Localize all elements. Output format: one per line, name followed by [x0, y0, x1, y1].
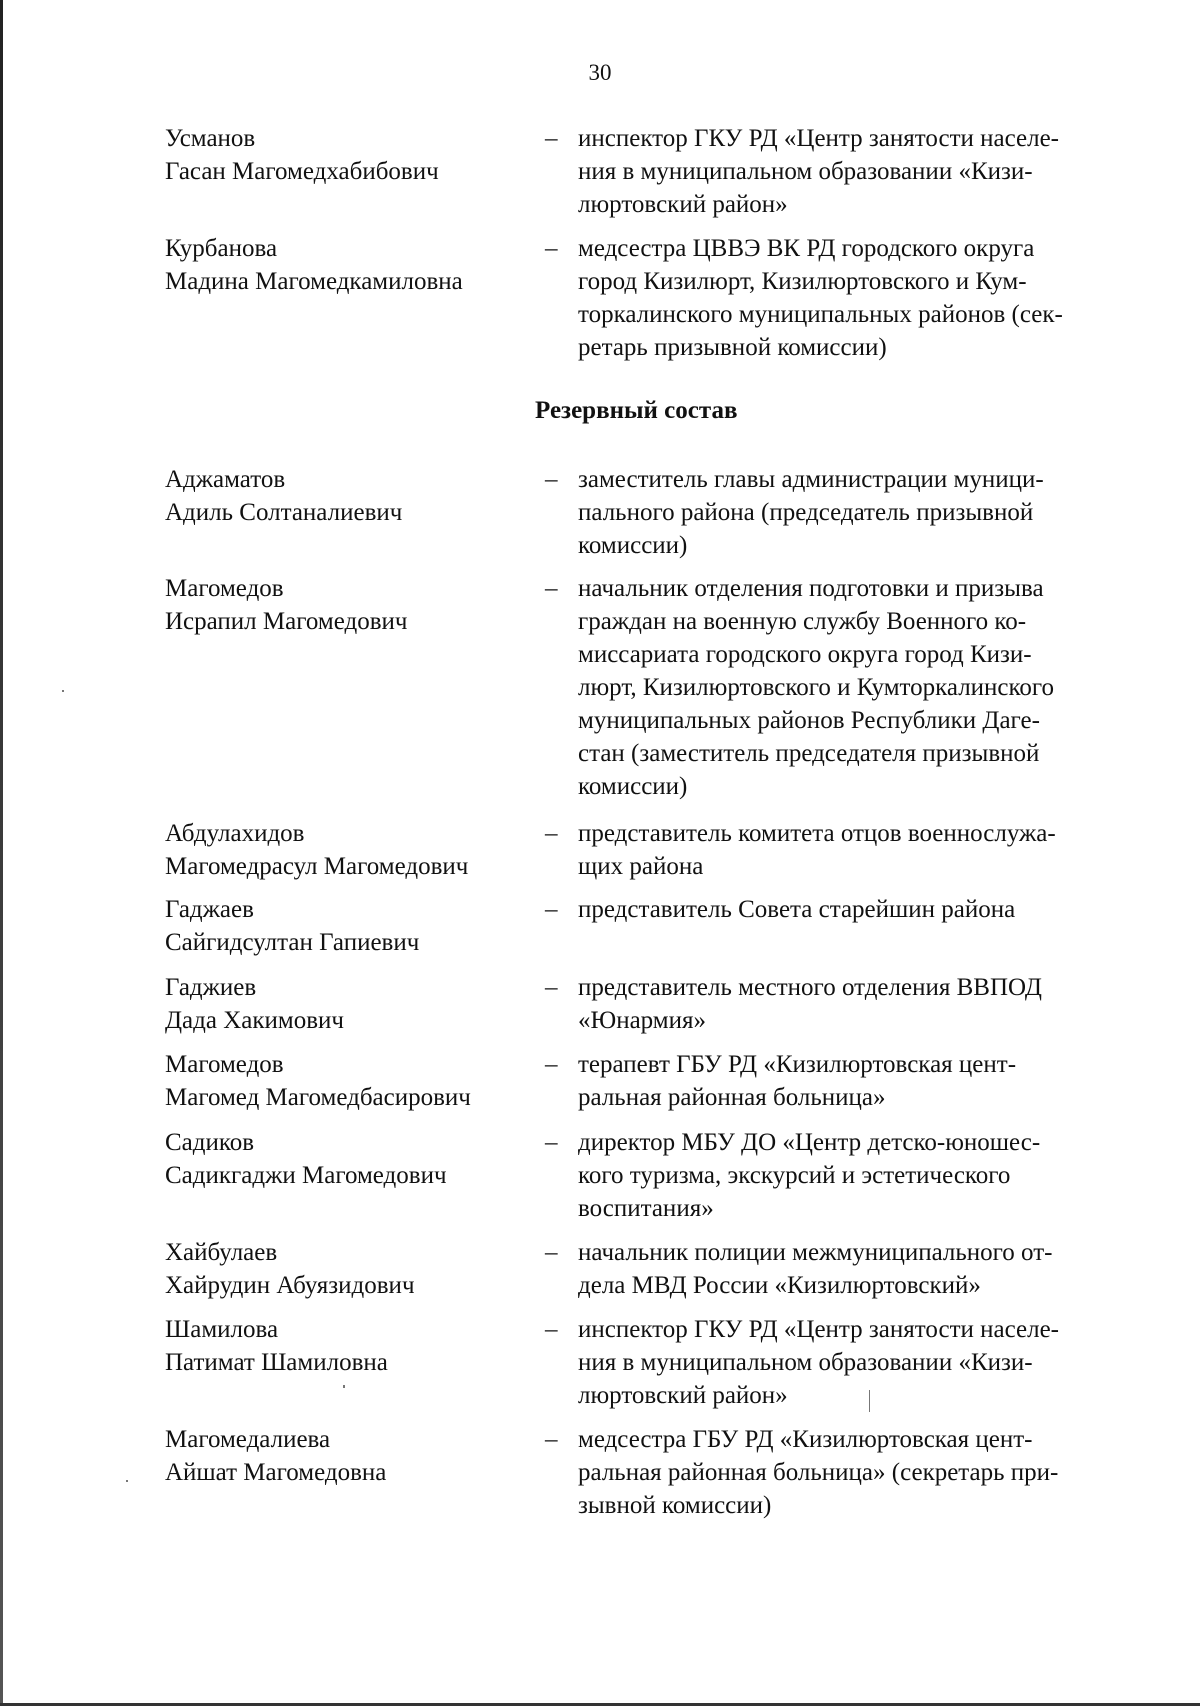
- position-line: терапевт ГБУ РД «Кизилюртовская цент-: [578, 1051, 1017, 1078]
- dash-separator: –: [545, 1051, 558, 1078]
- member-surname: Магомедов: [165, 575, 284, 602]
- member-name: [165, 122, 525, 188]
- position-line: заместитель главы администрации муници-: [578, 466, 1044, 493]
- position-line: комиссии): [578, 773, 688, 800]
- position-line: медсестра ГБУ РД «Кизилюртовская цент-: [578, 1426, 1033, 1453]
- position-line: ральная районная больница»: [578, 1084, 886, 1111]
- member-name: [165, 893, 525, 959]
- dash-separator: –: [545, 1426, 558, 1453]
- position-line: комиссии): [578, 532, 688, 559]
- member-given-names: Гасан Магомедхабибович: [165, 158, 439, 185]
- member-surname: Усманов: [165, 125, 256, 152]
- position-line: инспектор ГКУ РД «Центр занятости населе-: [578, 1316, 1059, 1343]
- member-surname: Магомедов: [165, 1051, 284, 1078]
- member-given-names: Айшат Магомедовна: [165, 1459, 387, 1486]
- scan-edge-left: [0, 0, 3, 1706]
- position-line: «Юнармия»: [578, 1007, 706, 1034]
- member-position: [578, 232, 1136, 364]
- position-line: представитель комитета отцов военнослужа-: [578, 820, 1056, 847]
- member-name: [165, 1048, 525, 1114]
- position-line: ретарь призывной комиссии): [578, 334, 887, 361]
- position-line: инспектор ГКУ РД «Центр занятости населе-: [578, 125, 1059, 152]
- dash-separator: –: [545, 896, 558, 923]
- dash-separator: –: [545, 575, 558, 602]
- member-surname: Шамилова: [165, 1316, 279, 1343]
- dash-separator: –: [545, 1129, 558, 1156]
- member-surname: Хайбулаев: [165, 1239, 278, 1266]
- member-surname: Гаджаев: [165, 896, 254, 923]
- position-line: медсестра ЦВВЭ ВК РД городского округа: [578, 235, 1035, 262]
- member-position: [578, 1048, 1136, 1114]
- dash-separator: –: [545, 235, 558, 262]
- position-line: люрт, Кизилюртовского и Кумторкалинского: [578, 674, 1055, 701]
- position-line: город Кизилюрт, Кизилюртовского и Кум-: [578, 268, 1027, 295]
- dash-separator: –: [545, 1239, 558, 1266]
- member-position: [578, 1423, 1136, 1522]
- position-line: ния в муниципальном образовании «Кизи-: [578, 158, 1033, 185]
- position-line: кого туризма, экскурсий и эстетического: [578, 1162, 1011, 1189]
- member-name: [165, 1236, 525, 1302]
- member-given-names: Патимат Шамиловна: [165, 1349, 388, 1376]
- position-line: муниципальных районов Республики Даге-: [578, 707, 1040, 734]
- position-line: представитель Совета старейшин района: [578, 896, 1016, 923]
- position-line: представитель местного отделения ВВПОД: [578, 974, 1042, 1001]
- position-line: люртовский район»: [578, 1382, 788, 1409]
- position-line: пального района (председатель призывной: [578, 499, 1034, 526]
- position-line: граждан на военную службу Военного ко-: [578, 608, 1027, 635]
- member-given-names: Мадина Магомедкамиловна: [165, 268, 463, 295]
- member-surname: Магомедалиева: [165, 1426, 331, 1453]
- position-line: торкалинского муниципальных районов (сек-: [578, 301, 1063, 328]
- member-name: [165, 1423, 525, 1489]
- member-position: [578, 1126, 1136, 1225]
- member-given-names: Адиль Солтаналиевич: [165, 499, 403, 526]
- member-surname: Аджаматов: [165, 466, 286, 493]
- position-line: стан (заместитель председателя призывной: [578, 740, 1040, 767]
- position-line: директор МБУ ДО «Центр детско-юношес-: [578, 1129, 1041, 1156]
- member-position: [578, 1313, 1136, 1412]
- position-line: зывной комиссии): [578, 1492, 772, 1519]
- section-heading-reserve: Резервный состав: [535, 397, 738, 424]
- member-position: [578, 463, 1136, 562]
- member-surname: Гаджиев: [165, 974, 257, 1001]
- member-given-names: Исрапил Магомедович: [165, 608, 408, 635]
- member-surname: Абдулахидов: [165, 820, 305, 847]
- member-name: [165, 572, 525, 638]
- member-position: [578, 971, 1136, 1037]
- member-position: [578, 893, 1136, 926]
- member-given-names: Магомед Магомедбасирович: [165, 1084, 471, 1111]
- member-given-names: Хайрудин Абуязидович: [165, 1272, 415, 1299]
- position-line: начальник отделения подготовки и призыва: [578, 575, 1044, 602]
- member-surname: Курбанова: [165, 235, 278, 262]
- position-line: ральная районная больница» (секретарь при-: [578, 1459, 1059, 1486]
- member-name: [165, 971, 525, 1037]
- dash-separator: –: [545, 466, 558, 493]
- member-surname: Садиков: [165, 1129, 255, 1156]
- member-name: [165, 232, 525, 298]
- position-line: воспитания»: [578, 1195, 714, 1222]
- member-name: [165, 1126, 525, 1192]
- page-number: 30: [588, 60, 612, 85]
- member-name: [165, 1313, 525, 1379]
- position-line: начальник полиции межмуниципального от-: [578, 1239, 1053, 1266]
- member-given-names: Садикгаджи Магомедович: [165, 1162, 447, 1189]
- member-position: [578, 1236, 1136, 1302]
- member-given-names: Магомедрасул Магомедович: [165, 853, 469, 880]
- position-line: ния в муниципальном образовании «Кизи-: [578, 1349, 1033, 1376]
- member-position: [578, 122, 1136, 221]
- dash-separator: –: [545, 125, 558, 152]
- member-position: [578, 572, 1136, 803]
- scan-speck: [62, 690, 64, 692]
- position-line: дела МВД России «Кизилюртовский»: [578, 1272, 981, 1299]
- scan-speck: [126, 1480, 128, 1482]
- member-given-names: Дада Хакимович: [165, 1007, 344, 1034]
- dash-separator: –: [545, 820, 558, 847]
- dash-separator: –: [545, 1316, 558, 1343]
- member-name: [165, 463, 525, 529]
- position-line: миссариата городского округа город Кизи-: [578, 641, 1032, 668]
- member-given-names: Сайгидсултан Гапиевич: [165, 929, 420, 956]
- dash-separator: –: [545, 974, 558, 1001]
- position-line: щих района: [578, 853, 704, 880]
- member-name: [165, 817, 525, 883]
- scan-speck: [343, 1385, 345, 1388]
- member-position: [578, 817, 1136, 883]
- position-line: люртовский район»: [578, 191, 788, 218]
